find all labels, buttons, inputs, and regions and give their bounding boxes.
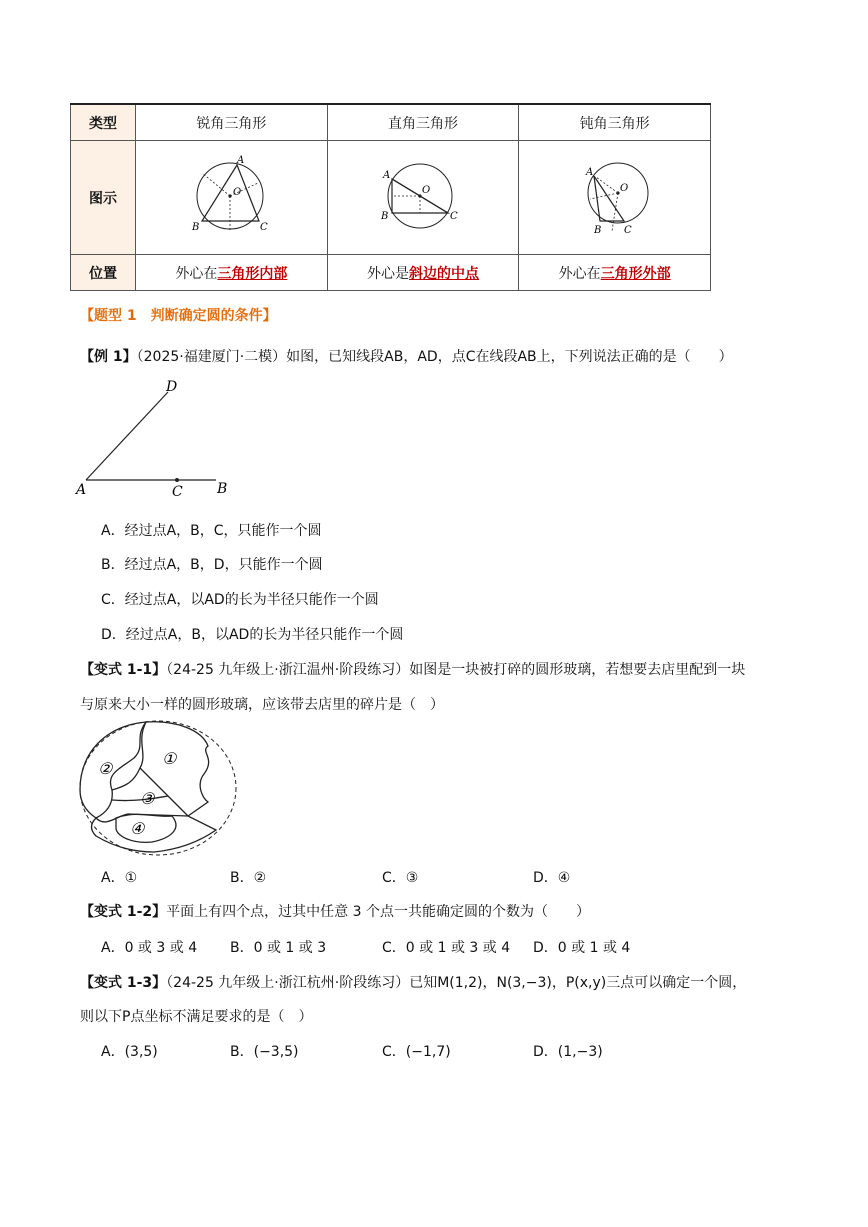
svg-text:A: A — [382, 169, 391, 181]
header-type: 类型 — [71, 104, 136, 141]
svg-text:C: C — [449, 210, 458, 222]
position-acute: 外心在三角形内部 — [136, 255, 328, 291]
example-1-option-d[interactable]: D．经过点A，B，以AD的长为半径只能作一个圆 — [101, 627, 404, 643]
variant-1-1-stem-line2: 与原来大小一样的圆形玻璃，应该带去店里的碎片是（ ） — [80, 697, 444, 713]
example-1-option-b[interactable]: B．经过点A，B，D，只能作一个圆 — [101, 557, 323, 573]
example-1-option-c[interactable]: C．经过点A，以AD的长为半径只能作一个圆 — [101, 592, 379, 608]
piece-4-label: ④ — [130, 819, 145, 838]
position-right: 外心是斜边的中点 — [327, 255, 519, 291]
svg-text:A: A — [76, 482, 87, 498]
svg-text:B: B — [380, 210, 389, 222]
variant-1-1-stem-line1: 【变式 1-1】（24-25 九年级上·浙江温州·阶段练习）如图是一块被打碎的圆形玻璃，若想要去店里配到一块 — [80, 662, 746, 678]
variant-1-1-option-a[interactable]: A．① — [101, 870, 138, 886]
svg-text:A: A — [237, 154, 245, 166]
example-1-stem: 【例 1】（2025·福建厦门·二模）如图，已知线段AB，AD，点C在线段AB上，下列说法正确的是（ ） — [80, 349, 733, 365]
svg-text:C: C — [260, 221, 268, 233]
obtuse-triangle-figure — [570, 151, 660, 241]
acute-triangle-figure — [186, 151, 276, 241]
svg-text:B: B — [593, 224, 602, 236]
piece-2-label: ② — [98, 759, 113, 778]
variant-1-3-option-d[interactable]: D．(1,−3) — [533, 1044, 603, 1060]
example-1-option-a[interactable]: A．经过点A，B，C，只能作一个圆 — [101, 523, 322, 539]
broken-glass-figure — [76, 718, 244, 860]
triangle-type-table — [70, 103, 711, 291]
svg-text:O: O — [619, 182, 628, 194]
svg-text:O: O — [421, 184, 431, 196]
cell-right: 直角三角形 — [327, 104, 519, 141]
variant-1-2-option-d[interactable]: D．0 或 1 或 4 — [533, 940, 631, 956]
section-title: 【题型 1 判断确定圆的条件】 — [80, 308, 277, 324]
variant-1-3-stem-line2: 则以下P点坐标不满足要求的是（ ） — [80, 1009, 313, 1025]
header-figure: 图示 — [71, 141, 136, 255]
svg-text:A: A — [585, 166, 593, 178]
svg-text:B: B — [217, 481, 228, 497]
variant-1-3-stem-line1: 【变式 1-3】（24-25 九年级上·浙江杭州·阶段练习）已知M(1,2)，N(3,−3)，P(x,y)三点可以确定一个圆， — [80, 975, 747, 991]
variant-1-1-option-d[interactable]: D．④ — [533, 870, 571, 886]
variant-1-3-option-b[interactable]: B．(−3,5) — [230, 1044, 299, 1060]
piece-3-label: ③ — [140, 789, 155, 808]
figure-acute-cell — [136, 141, 328, 255]
variant-1-3-option-c[interactable]: C．(−1,7) — [382, 1044, 451, 1060]
variant-1-1-option-b[interactable]: B．② — [230, 870, 267, 886]
variant-1-2-option-b[interactable]: B．0 或 1 或 3 — [230, 940, 327, 956]
right-triangle-figure — [378, 151, 468, 241]
figure-obtuse-cell — [519, 141, 711, 255]
variant-1-2-option-a[interactable]: A．0 或 3 或 4 — [101, 940, 198, 956]
svg-text:C: C — [172, 484, 183, 500]
svg-text:C: C — [623, 224, 632, 236]
cell-acute: 锐角三角形 — [136, 104, 328, 141]
svg-text:O: O — [233, 186, 242, 198]
segment-figure — [74, 378, 244, 500]
cell-obtuse: 钝角三角形 — [519, 104, 711, 141]
variant-1-2-option-c[interactable]: C．0 或 1 或 3 或 4 — [382, 940, 511, 956]
svg-text:D: D — [166, 379, 178, 395]
figure-right-cell — [327, 141, 519, 255]
variant-1-2-stem: 【变式 1-2】平面上有四个点，过其中任意 3 个点一共能确定圆的个数为（ ） — [80, 904, 590, 920]
piece-1-label: ① — [162, 749, 177, 768]
header-position: 位置 — [71, 255, 136, 291]
svg-text:B: B — [192, 221, 200, 233]
variant-1-1-option-c[interactable]: C．③ — [382, 870, 419, 886]
variant-1-3-option-a[interactable]: A．(3,5) — [101, 1044, 158, 1060]
position-obtuse: 外心在三角形外部 — [519, 255, 711, 291]
